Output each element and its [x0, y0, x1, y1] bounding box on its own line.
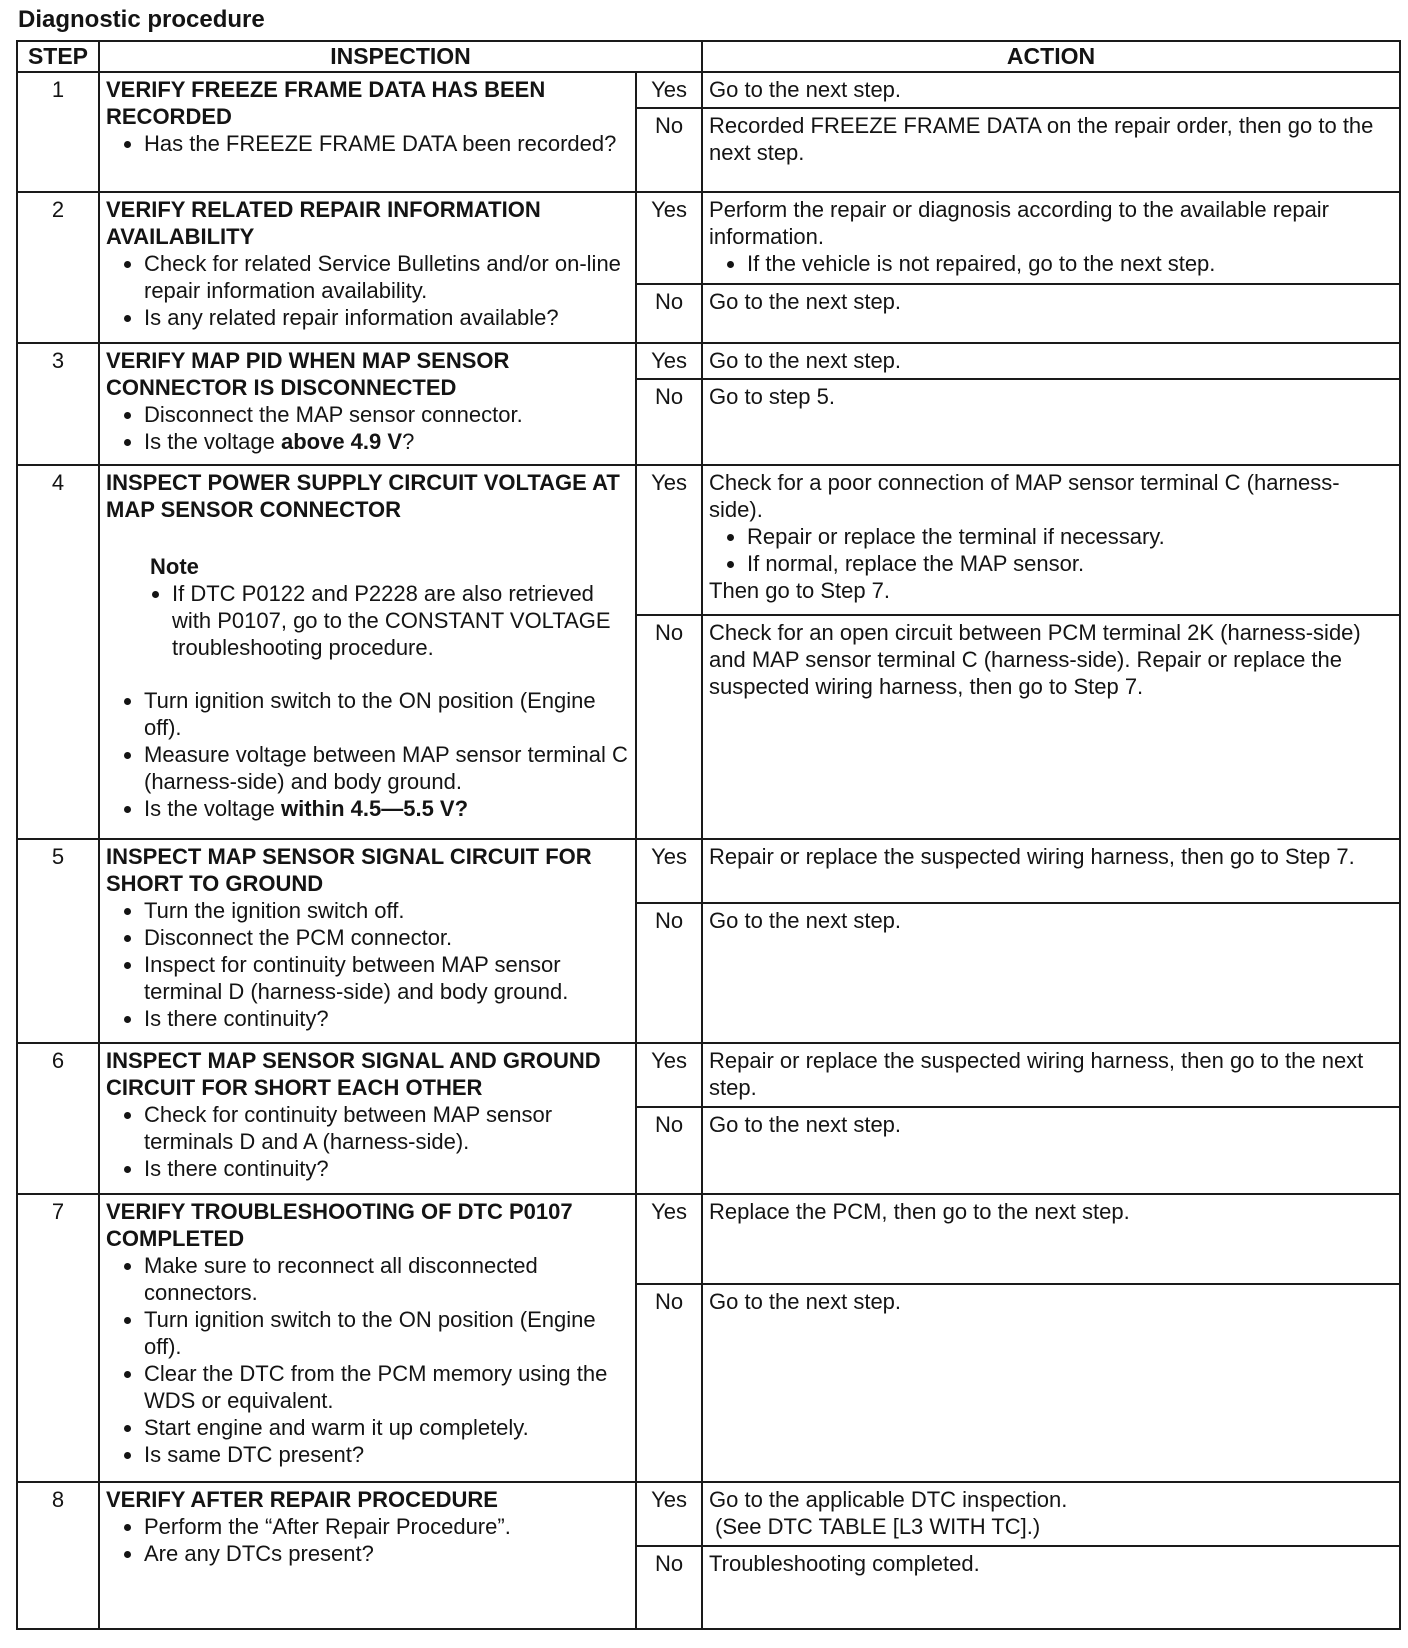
step-number: 1	[17, 72, 99, 192]
inspection-question: • Is the voltage above 4.9 V?	[144, 428, 629, 455]
no-action: Go to step 5.	[702, 379, 1400, 465]
action-bullet: • Repair or replace the terminal if necessary.	[747, 523, 1393, 550]
no-label: No	[636, 108, 702, 192]
no-label: No	[636, 1546, 702, 1629]
step-number: 6	[17, 1043, 99, 1194]
step-row	[17, 465, 1400, 615]
step-title: INSPECT MAP SENSOR SIGNAL CIRCUIT FOR SHORT TO GROUND	[106, 844, 592, 897]
step-title: VERIFY RELATED REPAIR INFORMATION AVAILABILITY	[106, 197, 541, 250]
inspection-bullet: • Is any related repair information available?	[144, 304, 629, 331]
step-number: 5	[17, 839, 99, 1043]
yes-action: Repair or replace the suspected wiring harness, then go to Step 7.	[702, 839, 1400, 903]
note-block	[150, 553, 629, 661]
step-number: 3	[17, 343, 99, 465]
step-row	[17, 1043, 1400, 1107]
no-label: No	[636, 1107, 702, 1194]
yes-action: Repair or replace the suspected wiring harness, then go to the next step.	[702, 1043, 1400, 1107]
step-row	[17, 1482, 1400, 1546]
step-inspection	[99, 1194, 636, 1482]
step-title: VERIFY FREEZE FRAME DATA HAS BEEN RECORDED	[106, 77, 546, 129]
step-title: VERIFY TROUBLESHOOTING OF DTC P0107 COMPLETED	[106, 1199, 573, 1252]
no-action: Troubleshooting completed.	[702, 1546, 1400, 1629]
inspection-bullet: • Measure voltage between MAP sensor terminal C (harness-side) and body ground.	[144, 741, 629, 795]
action-bullet: • If normal, replace the MAP sensor.	[747, 550, 1393, 577]
inspection-bullet: • Disconnect the MAP sensor connector.	[144, 401, 629, 428]
no-label: No	[636, 379, 702, 465]
inspection-question: • Is the voltage within 4.5—5.5 V?	[144, 795, 629, 822]
column-header-inspection: INSPECTION	[99, 41, 702, 72]
inspection-bullet: • Is same DTC present?	[144, 1441, 629, 1468]
yes-label: Yes	[636, 72, 702, 108]
no-label: No	[636, 1284, 702, 1481]
no-label: No	[636, 615, 702, 839]
yes-action	[702, 192, 1400, 284]
no-action: Go to the next step.	[702, 903, 1400, 1043]
yes-label: Yes	[636, 343, 702, 379]
step-number: 2	[17, 192, 99, 343]
step-number: 7	[17, 1194, 99, 1482]
yes-action: Go to the next step.	[702, 72, 1400, 108]
step-title: VERIFY AFTER REPAIR PROCEDURE	[106, 1486, 498, 1512]
step-inspection	[99, 192, 636, 343]
yes-action-text: Check for a poor connection of MAP sensor terminal C (harness-side).	[709, 470, 1340, 523]
step-title: VERIFY MAP PID WHEN MAP SENSOR CONNECTOR IS DISCONNECTED	[106, 348, 510, 401]
inspection-bullet: • Start engine and warm it up completely.	[144, 1414, 629, 1441]
inspection-bullet: • Disconnect the PCM connector.	[144, 924, 629, 951]
note-title: Note	[150, 554, 199, 580]
note-text: • If DTC P0122 and P2228 are also retrieved with P0107, go to the CONSTANT VOLTAGE troubleshooting procedure.	[172, 580, 629, 661]
inspection-bullet: • Is there continuity?	[144, 1155, 629, 1182]
inspection-bullet: • Are any DTCs present?	[144, 1540, 629, 1567]
no-label: No	[636, 903, 702, 1043]
step-row	[17, 839, 1400, 903]
step-title: INSPECT POWER SUPPLY CIRCUIT VOLTAGE AT MAP SENSOR CONNECTOR	[106, 470, 620, 523]
yes-label: Yes	[636, 1194, 702, 1284]
yes-label: Yes	[636, 1043, 702, 1107]
inspection-bullet: • Turn ignition switch to the ON position (Engine off).	[144, 687, 629, 741]
yes-label: Yes	[636, 1482, 702, 1546]
step-inspection	[99, 839, 636, 1043]
yes-label: Yes	[636, 839, 702, 903]
inspection-bullet: • Check for related Service Bulletins and/or on-line repair information availability.	[144, 250, 629, 304]
action-bullet: • If the vehicle is not repaired, go to the next step.	[747, 250, 1393, 277]
column-header-step: STEP	[17, 41, 99, 72]
yes-action	[702, 1482, 1400, 1546]
no-action: Recorded FREEZE FRAME DATA on the repair order, then go to the next step.	[702, 108, 1400, 192]
no-action: Check for an open circuit between PCM terminal 2K (harness-side) and MAP sensor terminal C (harness-side). Repair or replace the suspected wiring harness, then go to Step 7.	[702, 615, 1400, 839]
inspection-bullet: • Perform the “After Repair Procedure”.	[144, 1513, 629, 1540]
inspection-bullet: • Check for continuity between MAP sensor terminals D and A (harness-side).	[144, 1101, 629, 1155]
step-row	[17, 343, 1400, 379]
no-label: No	[636, 284, 702, 343]
yes-action	[702, 465, 1400, 615]
inspection-bullet: • Is there continuity?	[144, 1005, 629, 1032]
column-header-action: ACTION	[702, 41, 1400, 72]
step-inspection	[99, 1482, 636, 1629]
table-header-row	[17, 41, 1400, 72]
step-inspection	[99, 72, 636, 192]
step-row	[17, 72, 1400, 108]
step-row	[17, 1194, 1400, 1284]
yes-label: Yes	[636, 465, 702, 615]
no-action: Go to the next step.	[702, 1284, 1400, 1481]
inspection-bullet: • Inspect for continuity between MAP sensor terminal D (harness-side) and body ground.	[144, 951, 629, 1005]
page-title: Diagnostic procedure	[18, 6, 265, 33]
yes-label: Yes	[636, 192, 702, 284]
inspection-bullet: • Has the FREEZE FRAME DATA been recorded?	[144, 130, 629, 157]
yes-action: Go to the next step.	[702, 343, 1400, 379]
yes-action-reference: (See DTC TABLE [L3 WITH TC].)	[715, 1513, 1041, 1539]
inspection-bullet: • Turn ignition switch to the ON position (Engine off).	[144, 1306, 629, 1360]
no-action: Go to the next step.	[702, 1107, 1400, 1194]
step-inspection	[99, 343, 636, 465]
step-number: 4	[17, 465, 99, 839]
yes-action-text: Perform the repair or diagnosis according to the available repair information.	[709, 197, 1330, 250]
step-inspection	[99, 1043, 636, 1194]
step-inspection	[99, 465, 636, 839]
inspection-bullet: • Turn the ignition switch off.	[144, 897, 629, 924]
inspection-bullet: • Clear the DTC from the PCM memory using the WDS or equivalent.	[144, 1360, 629, 1414]
inspection-bullet: • Make sure to reconnect all disconnected connectors.	[144, 1252, 629, 1306]
diagnostic-table	[16, 40, 1401, 1630]
no-action: Go to the next step.	[702, 284, 1400, 343]
yes-action: Replace the PCM, then go to the next step.	[702, 1194, 1400, 1284]
yes-action-text: Go to the applicable DTC inspection.	[709, 1486, 1068, 1512]
step-row	[17, 192, 1400, 284]
step-number: 8	[17, 1482, 99, 1629]
step-title: INSPECT MAP SENSOR SIGNAL AND GROUND CIRCUIT FOR SHORT EACH OTHER	[106, 1047, 601, 1100]
yes-action-followup: Then go to Step 7.	[709, 578, 891, 604]
